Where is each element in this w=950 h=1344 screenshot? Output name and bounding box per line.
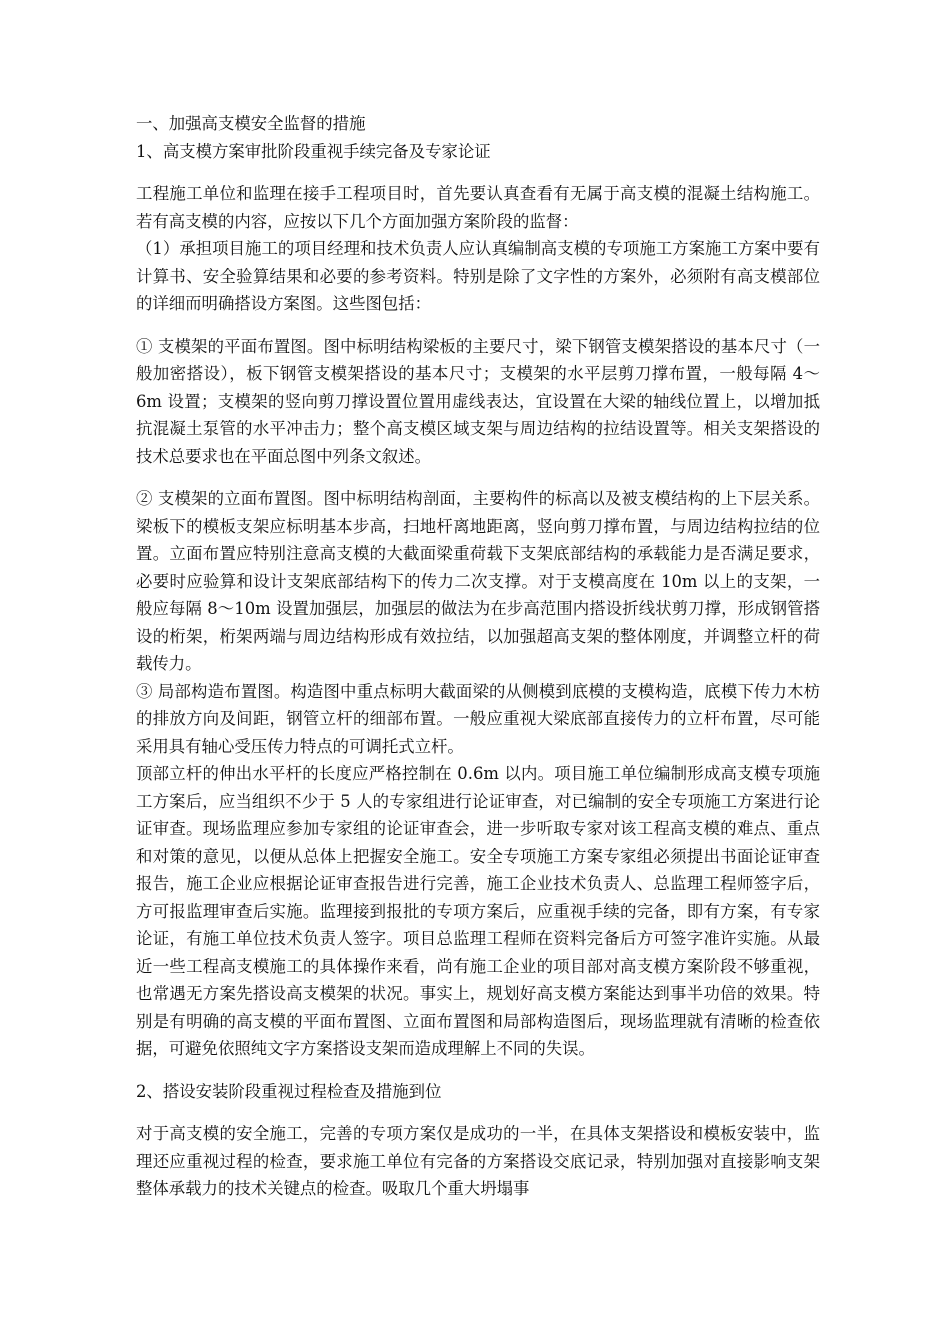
spacer: [136, 318, 820, 333]
paragraph: ① 支模架的平面布置图。图中标明结构梁板的主要尺寸，梁下钢管支模架搭设的基本尺寸（一般加密搭设），板下钢管支模架搭设的基本尺寸；支模架的水平层剪刀撑布置，一般每隔 4～6m 设置；支模架的竖向剪刀撑设置位置用虚线表达，宜设置在大梁的轴线位置上，以增加抵抗混凝土泵管的水平冲击力；整个高支模区域支架与周边结构的拉结设置等。相关支架搭设的技术总要求也在平面总图中列条文叙述。: [136, 336, 820, 466]
paragraph: 对于高支模的安全施工，完善的专项方案仅是成功的一半，在具体支架搭设和模板安装中，监理还应重视过程的检查，要求施工单位有完备的方案搭设交底记录，特别加强对直接影响支架整体承载力的技术关键点的检查。吸取几个重大坍塌事: [136, 1124, 820, 1198]
paragraph: 顶部立杆的伸出水平杆的长度应严格控制在 0.6m 以内。项目施工单位编制形成高支模专项施工方案后，应当组织不少于 5 人的专家组进行论证审查，对已编制的安全专项施工方案进行论证审查。现场监理应参加专家组的论证审查会，进一步听取专家对该工程高支模的难点、重点和对策的意见，以便从总体上把握安全施工。安全专项施工方案专家组必须提出书面论证审查报告，施工企业应根据论证审查报告进行完善，施工企业技术负责人、总监理工程师签字后，方可报监理审查后实施。监理接到报批的专项方案后，应重视手续的完备，即有方案，有专家论证，有施工单位技术负责人签字。项目总监理工程师在资料完备后方可签字准许实施。从最近一些工程高支模施工的具体操作来看，尚有施工企业的项目部对高支模方案阶段不够重视，也常遇无方案先搭设高支模架的状况。事实上，规划好高支模方案能达到事半功倍的效果。特别是有明确的高支模的平面布置图、立面布置图和局部构造图后，现场监理就有清晰的检查依据，可避免依照纯文字方案搭设支架而造成理解上不同的失误。: [136, 764, 820, 1058]
paragraph: ② 支模架的立面布置图。图中标明结构剖面，主要构件的标高以及被支模结构的上下层关系。梁板下的模板支架应标明基本步高，扫地杆离地距离，竖向剪刀撑布置，与周边结构拉结的位置。立面布置应特别注意高支模的大截面梁重荷载下支架底部结构的承载能力是否满足要求，必要时应验算和设计支架底部结构下的传力二次支撑。对于支模高度在 10m 以上的支架，一般应每隔 8～10m 设置加强层，加强层的做法为在步高范围内搭设折线状剪刀撑，形成钢管搭设的桁架，桁架两端与周边结构形成有效拉结，以加强超高支架的整体刚度，并调整立杆的荷载传力。: [136, 489, 820, 673]
spacer: [136, 1063, 820, 1078]
subsection-heading: 1、高支模方案审批阶段重视手续完备及专家论证: [136, 141, 491, 161]
spacer: [136, 165, 820, 180]
spacer: [136, 1105, 820, 1120]
paragraph: ③ 局部构造布置图。构造图中重点标明大截面梁的从侧模到底模的支模构造，底模下传力木枋的排放方向及间距，钢管立杆的细部布置。一般应重视大梁底部直接传力的立杆布置，尽可能采用具有轴心受压传力特点的可调托式立杆。: [136, 681, 820, 756]
subsection-heading: 2、搭设安装阶段重视过程检查及措施到位: [136, 1081, 442, 1101]
section-heading: 一、加强高支模安全监督的措施: [136, 114, 366, 133]
spacer: [136, 470, 820, 485]
paragraph: 工程施工单位和监理在接手工程项目时，首先要认真查看有无属于高支模的混凝土结构施工。若有高支模的内容，应按以下几个方面加强方案阶段的监督：: [136, 184, 820, 231]
document-page: [136, 110, 820, 1203]
paragraph: （1）承担项目施工的项目经理和技术负责人应认真编制高支模的专项施工方案施工方案中要有计算书、安全验算结果和必要的参考资料。特别是除了文字性的方案外，必须附有高支模部位的详细而明确搭设方案图。这些图包括：: [136, 239, 820, 313]
